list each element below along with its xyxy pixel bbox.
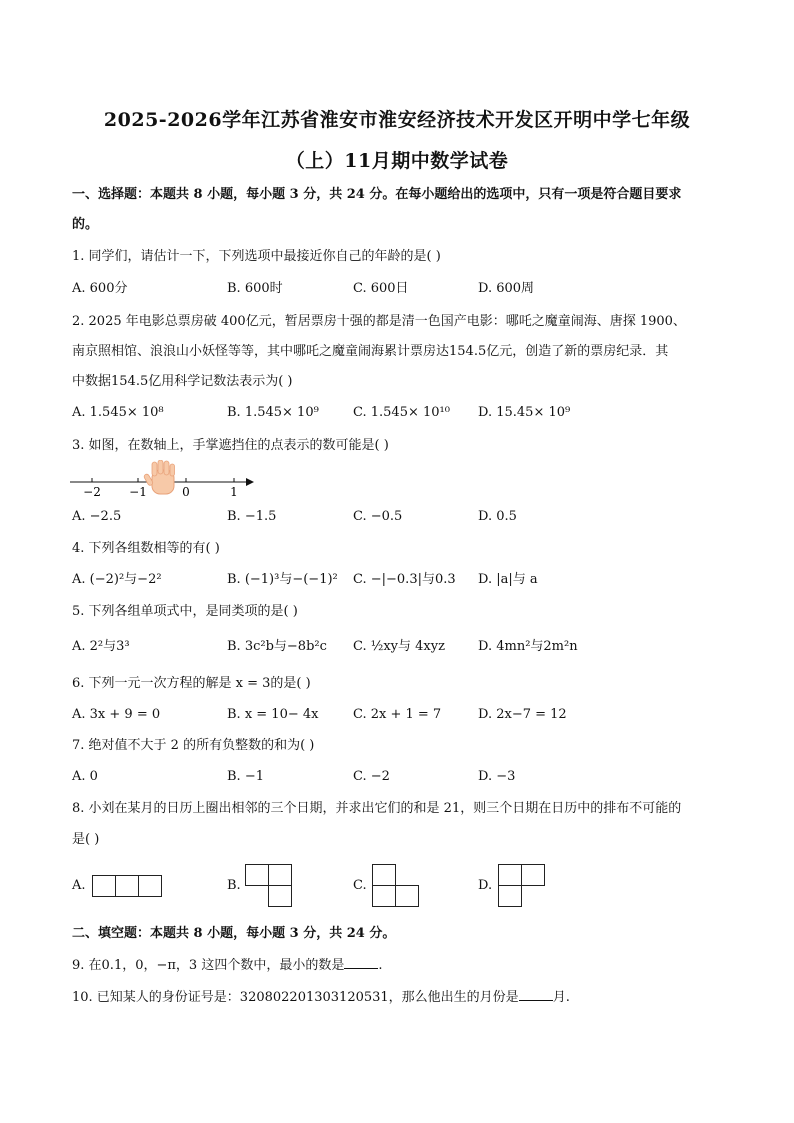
- section1-heading: 一、选择题：本题共 8 小题，每小题 3 分，共 24 分。在每小题给出的选项中，只有一项是符合题目要求: [72, 187, 682, 202]
- q2-option-a: A. 1.545× 10⁸: [72, 405, 164, 420]
- q5-stem: 5. 下列各组单项式中，是同类项的是( ): [72, 604, 298, 619]
- q7-option-b: B. −1: [227, 769, 264, 784]
- calendar-cell: [372, 864, 396, 886]
- q3-option-b: B. −1.5: [227, 509, 277, 524]
- q4-option-a: A. (−2)²与−2²: [72, 572, 162, 587]
- q2-option-b: B. 1.545× 10⁹: [227, 405, 319, 420]
- calendar-cell: [372, 885, 396, 907]
- calendar-cell: [268, 885, 292, 907]
- q1-option-a: A. 600分: [72, 281, 128, 296]
- calendar-cell: [115, 875, 139, 897]
- q6-option-c: C. 2x + 1 = 7: [353, 707, 442, 722]
- q9-stem-text: 9. 在0.1，0，−π，3 这四个数中，最小的数是: [72, 958, 345, 973]
- q8-stem-line2: 是( ): [72, 832, 100, 847]
- q3-option-a: A. −2.5: [72, 509, 122, 524]
- page-title-line1: 2025-2026学年江苏省淮安市淮安经济技术开发区开明中学七年级: [103, 109, 691, 131]
- calendar-cell: [521, 864, 545, 886]
- hand-icon: [143, 460, 174, 494]
- q5-option-a: A. 2²与3³: [72, 639, 130, 654]
- q2-option-c: C. 1.545× 10¹⁰: [353, 405, 450, 420]
- q8-option-b-label: B.: [227, 878, 241, 893]
- section2-heading: 二、填空题：本题共 8 小题，每小题 3 分，共 24 分。: [72, 926, 396, 941]
- q10-stem-end: 月.: [552, 990, 570, 1005]
- q2-stem-line1: 2. 2025 年电影总票房破 400亿元，暂居票房十强的都是清一色国产电影：哪吒之魔童闹海、唐探 1900、: [72, 314, 686, 329]
- q4-option-c: C. −|−0.3|与0.3: [353, 572, 456, 587]
- q4-option-d: D. |a|与 a: [478, 572, 538, 587]
- q3-option-c: C. −0.5: [353, 509, 403, 524]
- calendar-cell: [138, 875, 162, 897]
- axis-label-1: 1: [230, 485, 238, 499]
- number-line-figure: [68, 460, 258, 500]
- calendar-cell: [395, 885, 419, 907]
- q6-stem: 6. 下列一元一次方程的解是 x = 3的是( ): [72, 676, 311, 691]
- q10-stem: [72, 988, 570, 1007]
- q7-option-a: A. 0: [72, 769, 98, 784]
- q6-option-a: A. 3x + 9 = 0: [72, 707, 161, 722]
- q5-option-d: D. 4mn²与2m²n: [478, 639, 578, 654]
- q9-answer-blank[interactable]: [344, 956, 378, 969]
- q2-option-d: D. 15.45× 10⁹: [478, 405, 571, 420]
- q7-stem: 7. 绝对值不大于 2 的所有负整数的和为( ): [72, 738, 315, 753]
- q4-option-b: B. (−1)³与−(−1)²: [227, 572, 338, 587]
- q8-option-d-label: D.: [478, 878, 493, 893]
- q9-stem: [72, 956, 382, 975]
- q8-option-a-label: A.: [72, 878, 86, 893]
- q3-stem: 3. 如图，在数轴上，手掌遮挡住的点表示的数可能是( ): [72, 438, 389, 453]
- q8-stem-line1: 8. 小刘在某月的日历上圈出相邻的三个日期，并求出它们的和是 21，则三个日期在日历中的排布不可能的: [72, 801, 682, 816]
- axis-label-minus-1: −1: [129, 485, 147, 499]
- q1-option-d: D. 600周: [478, 281, 535, 296]
- axis-arrow-icon: [246, 478, 254, 486]
- q5-option-c: C. ½xy与 4xyz: [353, 639, 445, 654]
- calendar-cell: [498, 885, 522, 907]
- q4-stem: 4. 下列各组数相等的有( ): [72, 541, 220, 556]
- calendar-cell: [92, 875, 116, 897]
- q2-stem-line2: 南京照相馆、浪浪山小妖怪等等，其中哪吒之魔童闹海累计票房达154.5亿元，创造了新的票房纪录．其: [72, 344, 669, 359]
- page-title-line2: （上）11月期中数学试卷: [285, 150, 509, 172]
- axis-label-0: 0: [182, 485, 190, 499]
- q5-option-b: B. 3c²b与−8b²c: [227, 639, 327, 654]
- section1-heading-cont: 的。: [72, 217, 99, 232]
- q2-stem-line3: 中数据154.5亿用科学记数法表示为( ): [72, 374, 293, 389]
- calendar-cell: [498, 864, 522, 886]
- q1-option-b: B. 600时: [227, 281, 283, 296]
- q1-option-c: C. 600日: [353, 281, 409, 296]
- axis-label-minus-2: −2: [83, 485, 101, 499]
- q7-option-d: D. −3: [478, 769, 516, 784]
- q6-option-b: B. x = 10− 4x: [227, 707, 319, 722]
- q8-option-c-label: C.: [353, 878, 367, 893]
- q3-option-d: D. 0.5: [478, 509, 517, 524]
- q10-stem-text: 10. 已知某人的身份证号是：320802201303120531，那么他出生的月份是: [72, 990, 519, 1005]
- calendar-cell: [268, 864, 292, 886]
- q10-answer-blank[interactable]: [519, 988, 553, 1001]
- q7-option-c: C. −2: [353, 769, 390, 784]
- q1-stem: 1. 同学们，请估计一下，下列选项中最接近你自己的年龄的是( ): [72, 249, 441, 264]
- q6-option-d: D. 2x−7 = 12: [478, 707, 567, 722]
- calendar-cell: [245, 864, 269, 886]
- q9-stem-end: .: [378, 958, 383, 973]
